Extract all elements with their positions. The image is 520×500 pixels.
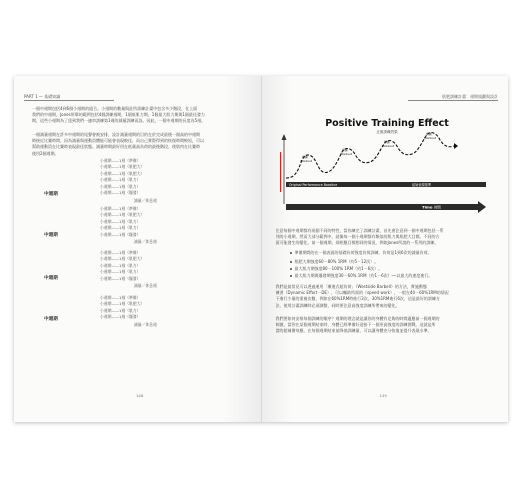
bullet-text: 最大肌力期強度80－100% 1RM（約1－6次）。	[294, 266, 383, 271]
time-label-en: Time	[421, 204, 432, 210]
time-label-zh: 時間	[433, 205, 441, 210]
workout-label-zh: 訓練	[341, 148, 348, 152]
body-paragraph	[276, 284, 496, 309]
microcycle-item: 小週期——1週（爆發）	[100, 314, 141, 320]
header-rule	[408, 100, 498, 101]
text-line: 我們的中週期，Jones所舉的範例包括4個訓練週期，1個低肌力期，1個最大肌力期與1個最佳發力	[32, 112, 205, 118]
bullet-dot	[290, 252, 292, 254]
left-running-header: PART 1 — 基礎知識	[24, 94, 61, 99]
text-line: 法，使用計畫訓練時必須調整，同時要注意高強度訓練所帶來的變化。	[275, 302, 400, 308]
body-paragraph	[276, 316, 496, 335]
deload-week: 減量／休息週	[134, 322, 157, 327]
microcycle-item: 小週期——1週（肌力）	[100, 218, 141, 224]
microcycle-list	[100, 158, 144, 196]
text-line: 期，這些小週期為了達到我們一連串訓練第1週的減量訓練而設。因此，一個中週期的長度為5週。	[32, 118, 206, 124]
text-line: 使用2個週期。	[32, 150, 59, 156]
microcycle-item: 小週期——1週（肌力）	[100, 225, 141, 231]
intro-paragraph	[32, 106, 244, 125]
text-line: 注意每個中週期都有兩個不同的特性，當你練完了訓練計畫，首先會注意到一個中週期包括一系	[275, 228, 444, 233]
baseline-label-zh: 起始表現基準	[411, 182, 431, 187]
y-axis-accent	[280, 152, 281, 192]
bullet-text: 準備期間的在一個表面的基礎負荷強度負荷訓練，負荷是1到6次的減量負荷。	[294, 250, 432, 255]
bullet-item	[290, 273, 433, 279]
mesocycle-label: 中週期	[44, 276, 58, 281]
bullet-text: 肌肥大期強度60－80% 1RM（約5－12次）。	[294, 259, 379, 264]
second-paragraph	[32, 132, 244, 157]
text-line: 一個減量週期在許多中週期的尾聲會被安排，設計減量週期的目的在於完成最後一個高的中週期	[32, 132, 200, 137]
curve-arrow	[454, 143, 458, 149]
microcycle-item: 小週期——1週（肌力）	[100, 177, 141, 183]
text-line: 謂的超補償效應，在每個週期結束前降低訓練量，可以讓身體充分恢復並提升表現水準。	[275, 328, 432, 334]
text-line: 列的小週期，然而大部分範例中，就像每一個小週期都有類似的肌力與肌肥大目標。不同的方	[275, 234, 440, 240]
microcycle-item: 小週期——1週（肌肥大）	[100, 301, 145, 307]
microcycle-item: 小週期——1週（肌力）	[100, 307, 141, 313]
microcycle-item: 小週期——1週（爆發）	[100, 231, 141, 237]
figure-title: Positive Training Effect	[324, 118, 449, 129]
page-number: 148	[136, 393, 144, 398]
bullet-item	[290, 266, 383, 272]
microcycle-item: 小週期——1週（肌力）	[100, 269, 141, 275]
workout-label-zh: 訓練	[425, 132, 432, 136]
workout-label-en: Workout	[381, 144, 394, 148]
text-line: 時接近比賽時間，因為減量與運動員體能可能會表現較佳，而自己實際得到的恢復時間較短，可以	[32, 138, 204, 144]
page-number: 149	[379, 393, 387, 398]
bullet-dot	[290, 275, 292, 277]
microcycle-item: 小週期——1週（準備）	[100, 250, 141, 255]
microcycle-item: 小週期——1週（肌肥大）	[100, 212, 145, 218]
right-running-header: 肌肥訓練計畫：週期規劃與設計	[442, 94, 498, 99]
mesocycle-label: 中週期	[44, 233, 58, 238]
text-line: 一個中週期包括4到6個小週期的組合。小週期的數量與此所需練計畫中包含多少階段，在上面	[32, 106, 198, 111]
workout-label-zh: 訓練	[383, 140, 390, 144]
mesocycle-label: 中週期	[44, 317, 58, 322]
text-line: 我們是最常見可以透過運用「漸進式超負荷」（Westside Barbell）的方法，實施動態	[275, 284, 427, 289]
microcycle-item: 小週期——1週（肌肥大）	[100, 256, 145, 262]
book-spread	[14, 76, 508, 422]
time-axis-bar	[286, 201, 486, 213]
bullet-dot	[290, 261, 292, 263]
microcycle-list	[100, 295, 144, 321]
microcycle-item: 小週期——1週（肌肥大）	[100, 170, 145, 176]
bullet-text: 最大肌力期與爆發期強度30－60% 1RM（約1－6次）──以最大的速度進行。	[294, 273, 433, 278]
bullet-item	[290, 250, 432, 256]
bullet-dot	[290, 268, 292, 270]
body-paragraph	[276, 228, 496, 247]
baseline-label-en: Original Performance Baseline	[288, 182, 337, 187]
workout-label-en: Workout	[339, 152, 352, 156]
text-line: 練習（Dynamic Effort－DE），可以輔助所需的（speed work），一般在40－60%1RM的情況	[275, 290, 449, 296]
text-line: 面可能發生的變化，前一個週期，則相應目標相同的情況，例如Jones所說的一系列的訓練。	[275, 240, 439, 246]
text-line: 我們要如何安排每個訓練的順序？週期的理念就是讓你的身體有足夠的時間適應前一個週期的	[275, 316, 440, 321]
microcycle-list	[100, 250, 144, 282]
header-rule	[24, 100, 114, 101]
workout-label-en: Workout	[299, 159, 312, 163]
right-page	[262, 76, 509, 422]
figure-subtitle: 正面訓練效果	[375, 130, 398, 134]
microcycle-item: 小週期——1週（肌力）	[100, 183, 141, 189]
text-line: 幫助運動員在比賽時表現最佳狀態。減量時期最好用在低量高負荷的最後階段，使肌肉在比賽時	[32, 144, 200, 150]
microcycle-list	[100, 206, 144, 238]
text-line: 下進行少量的重複次數，例如在60%1RM時進行3次，30%1RM進行6次，這是最好的訓練方	[275, 296, 440, 302]
microcycle-item: 小週期——1週（爆發）	[100, 190, 141, 196]
microcycle-item: 小週期——1週（準備）	[100, 158, 141, 163]
workout-label-en: Workout	[423, 136, 436, 140]
microcycle-item: 小週期——1週（肌力）	[100, 262, 141, 268]
deload-week: 減量／休息週	[134, 239, 157, 244]
workout-label-zh: 訓練	[301, 155, 308, 159]
microcycle-item: 小週期——1週（準備）	[100, 206, 141, 211]
text-line: 刺激，當你在某個週期結束時，身體已經準備好迎接下一個更高強度的訓練挑戰。這就是所	[275, 322, 436, 328]
bullet-item	[290, 259, 379, 265]
microcycle-item: 小週期——1週（準備）	[100, 295, 141, 300]
deload-week: 減量／休息週	[134, 283, 157, 288]
left-page	[14, 76, 262, 422]
training-effect-figure	[272, 112, 502, 222]
mesocycle-label: 中週期	[44, 192, 58, 197]
microcycle-item: 小週期——1週（爆發）	[100, 275, 141, 281]
microcycle-item: 小週期——1週（肌肥大）	[100, 164, 145, 170]
y-axis-arrow	[281, 134, 286, 140]
deload-week: 減量／休息週	[134, 198, 157, 203]
